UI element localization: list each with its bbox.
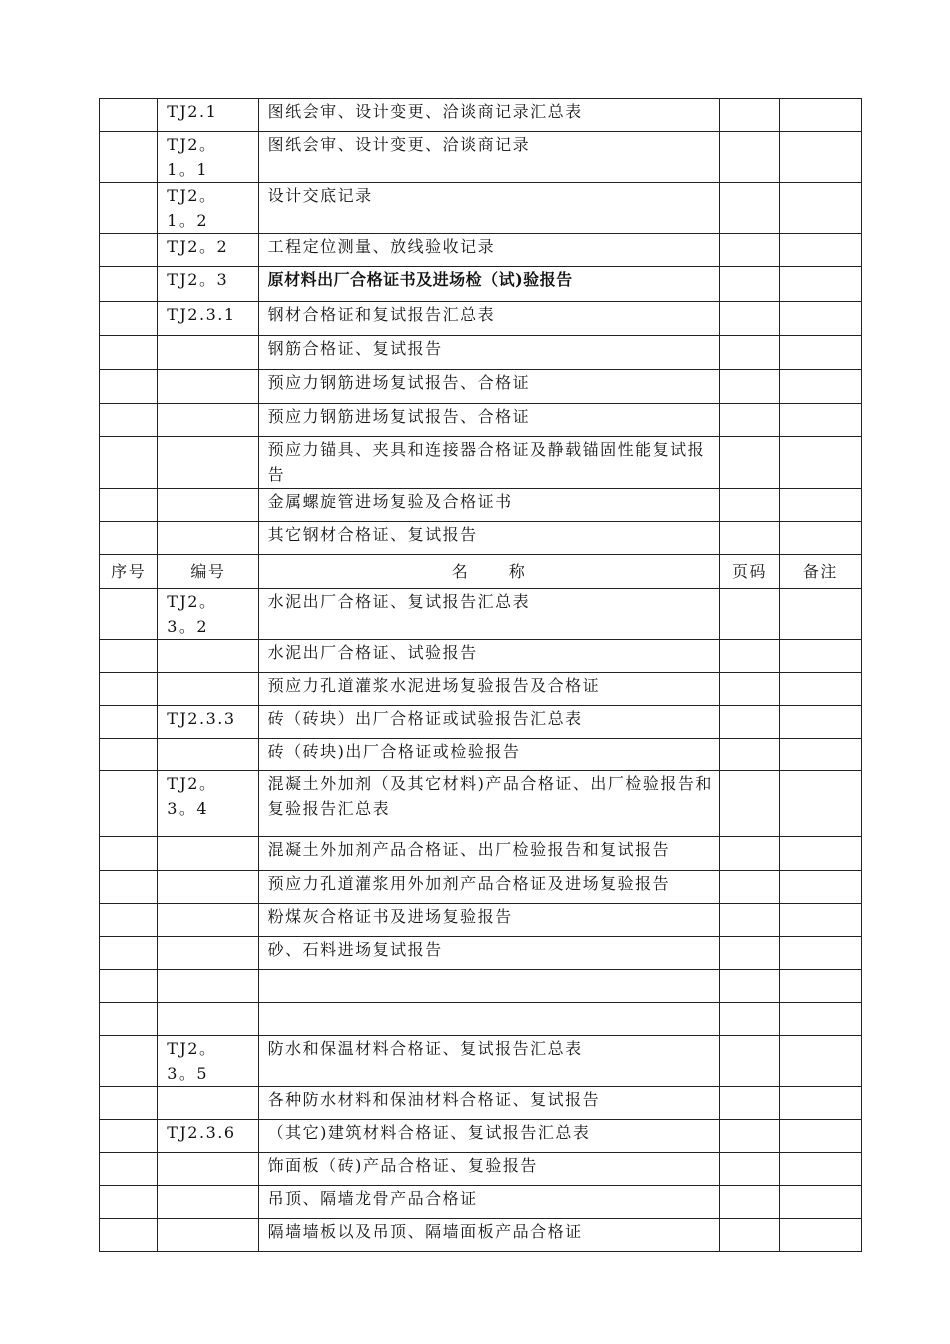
item-code: TJ2.3.3 [167,709,236,728]
item-code: TJ2。3。2 [167,592,217,636]
table-row [100,771,862,837]
column-header-row [100,555,862,589]
header-note: 备注 [802,562,838,581]
table-row [100,522,862,555]
table-row [100,739,862,771]
item-name: 水泥出厂合格证、复试报告汇总表 [267,592,531,611]
item-name: 金属螺旋管进场复验及合格证书 [267,492,513,511]
table-row [100,437,862,489]
table-row [100,336,862,370]
item-name: 水泥出厂合格证、试验报告 [267,643,478,662]
item-name: 钢材合格证和复试报告汇总表 [267,305,496,324]
item-name: 隔墙墙板以及吊顶、隔墙面板产品合格证 [267,1222,583,1241]
item-name: 预应力钢筋进场复试报告、合格证 [267,407,531,426]
item-name: 砖（砖块）出厂合格证或试验报告汇总表 [267,709,583,728]
item-code: TJ2。3。4 [167,774,217,818]
item-name: 饰面板（砖)产品合格证、复验报告 [267,1156,538,1175]
table-row [100,706,862,739]
item-name: 图纸会审、设计变更、洽谈商记录汇总表 [267,102,583,121]
header-page: 页码 [732,562,768,581]
table-row [100,99,862,132]
item-name: 砖（砖块)出厂合格证或检验报告 [267,742,521,761]
item-name: 工程定位测量、放线验收记录 [267,237,496,256]
table-row [100,267,862,302]
item-name: 防水和保温材料合格证、复试报告汇总表 [267,1039,583,1058]
item-name: 混凝土外加剂产品合格证、出厂检验报告和复试报告 [267,840,671,859]
document-table [99,98,862,1252]
item-name: 预应力钢筋进场复试报告、合格证 [267,373,531,392]
header-code: 编号 [190,562,226,581]
table-row [100,404,862,437]
item-code: TJ2。3。5 [167,1039,217,1083]
table-row [100,871,862,904]
table-row [100,489,862,522]
item-name: 混凝土外加剂（及其它材料)产品合格证、出厂检验报告和复验报告汇总表 [267,774,713,818]
item-code: TJ2。2 [167,237,229,256]
table-row [100,1186,862,1219]
table-row [100,1120,862,1153]
table-row [100,1219,862,1252]
table-row [100,640,862,673]
table-row [100,370,862,404]
item-name: 预应力锚具、夹具和连接器合格证及静载锚固性能复试报告 [267,440,706,484]
header-name: 名 称 [451,562,527,581]
table-row [100,302,862,336]
item-code: TJ2。1。2 [167,186,217,230]
table-row [100,1087,862,1120]
item-name: 吊顶、隔墙龙骨产品合格证 [267,1189,478,1208]
table-row [100,183,862,234]
item-code: TJ2.3.6 [167,1123,236,1142]
table-row [100,132,862,183]
table-row [100,837,862,871]
item-code: TJ2.1 [167,102,218,121]
table-row [100,234,862,267]
item-name: 各种防水材料和保油材料合格证、复试报告 [267,1090,601,1109]
item-name: 钢筋合格证、复试报告 [267,339,443,358]
item-name: 预应力孔道灌浆用外加剂产品合格证及进场复验报告 [267,874,671,893]
item-name: 砂、石料进场复试报告 [267,940,443,959]
item-name: 图纸会审、设计变更、洽谈商记录 [267,135,531,154]
item-name: 原材料出厂合格证书及进场检（试)验报告 [267,270,573,289]
table-row [100,1153,862,1186]
item-name: 设计交底记录 [267,186,373,205]
item-code: TJ2。3 [167,270,229,289]
item-code: TJ2。1。1 [167,135,217,179]
table-row [100,904,862,937]
table-row [100,1036,862,1087]
table-row [100,970,862,1003]
table-row [100,589,862,640]
table-row [100,937,862,970]
item-name: 其它钢材合格证、复试报告 [267,525,478,544]
item-name: 粉煤灰合格证书及进场复验报告 [267,907,513,926]
item-name: 预应力孔道灌浆水泥进场复验报告及合格证 [267,676,601,695]
table-row [100,1003,862,1036]
header-seq: 序号 [111,562,147,581]
table-row [100,673,862,706]
item-code: TJ2.3.1 [167,305,236,324]
item-name: （其它)建筑材料合格证、复试报告汇总表 [267,1123,591,1142]
